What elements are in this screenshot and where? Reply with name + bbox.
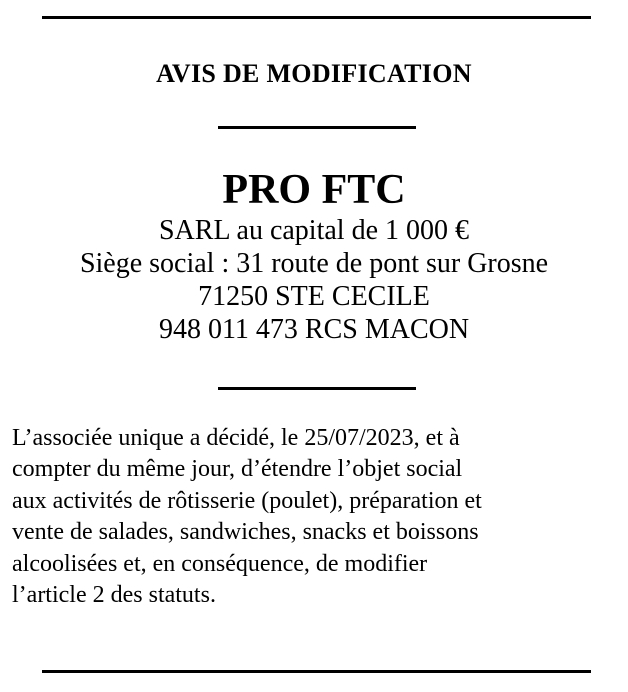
details-divider [218, 387, 416, 390]
top-divider [42, 16, 591, 19]
notice-heading: AVIS DE MODIFICATION [156, 59, 472, 88]
notice-body [12, 423, 622, 611]
body-line: alcoolisées et, en conséquence, de modifier [12, 550, 428, 577]
body-line: L’associée unique a décidé, le 25/07/2023, et à [12, 425, 460, 451]
heading-divider [218, 126, 416, 129]
company-address: Siège social : 31 route de pont sur Grosne [79, 248, 549, 279]
company-registration: 948 011 473 RCS MACON [158, 314, 470, 345]
bottom-divider [42, 670, 591, 673]
body-line: aux activités de rôtisserie (poulet), préparation et [12, 487, 482, 514]
company-capital: SARL au capital de 1 000 € [158, 215, 469, 246]
body-line: l’article 2 des statuts. [12, 582, 216, 609]
company-postcode-city: 71250 STE CECILE [198, 281, 430, 312]
company-name: PRO FTC [222, 167, 406, 213]
body-line: compter du même jour, d’étendre l’objet social [12, 456, 463, 483]
company-details [0, 214, 628, 346]
body-line: vente de salades, sandwiches, snacks et boissons [12, 519, 479, 546]
